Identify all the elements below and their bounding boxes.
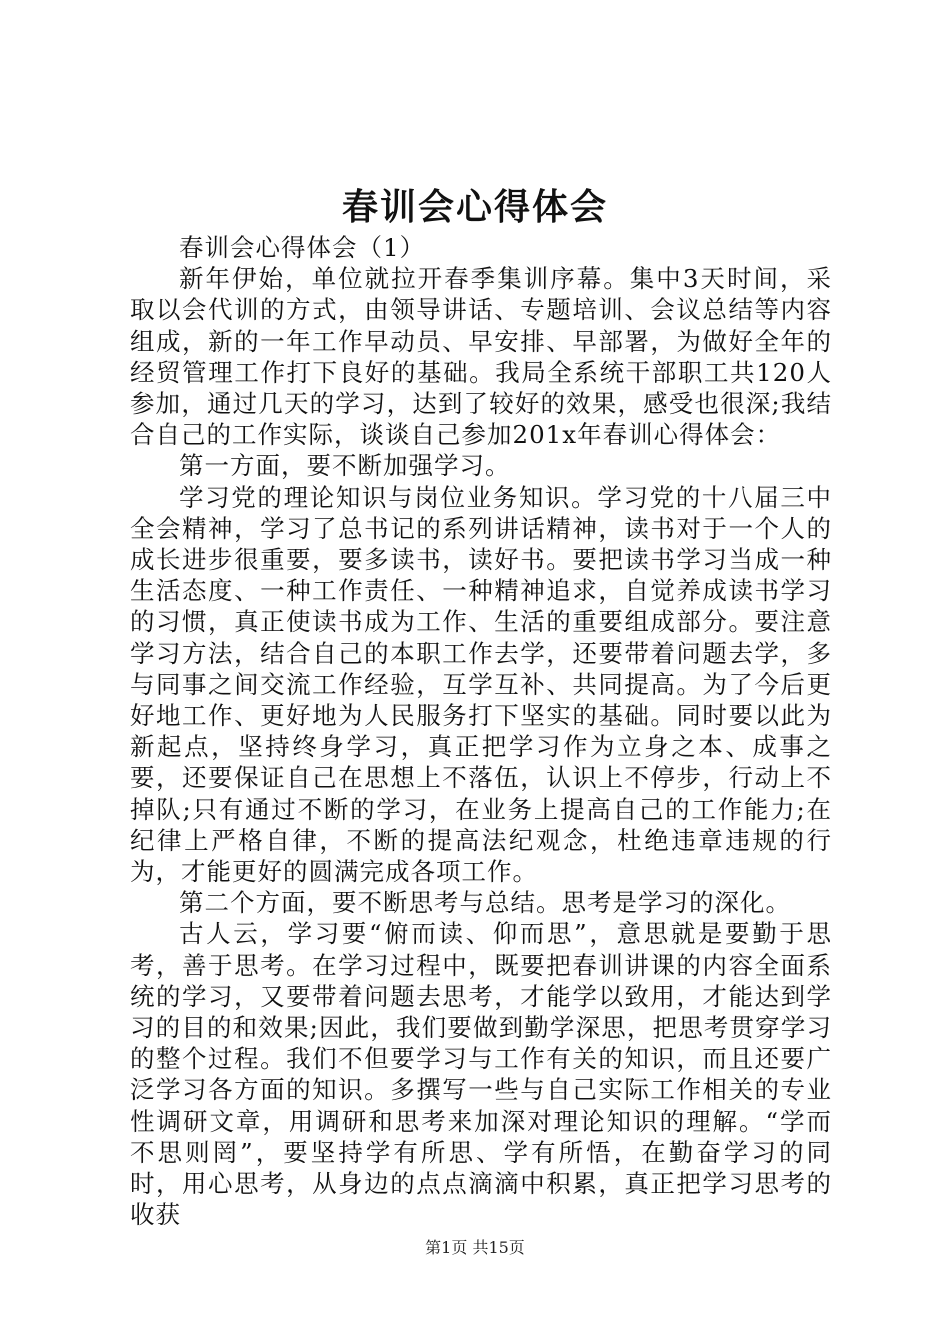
- document-body: [130, 232, 832, 1231]
- paragraph-heading: 第一方面，要不断加强学习。: [179, 451, 511, 481]
- paragraph: 学习党的理论知识与岗位业务知识。学习党的十八届三中全会精神，学习了总书记的系列讲话精神，读书对于一个人的成长进步很重要，要多读书，读好书。要把读书学习当成一种生活态度、一种工作责任、一种精神追求，自觉养成读书学习的习惯，真正使读书成为工作、生活的重要组成部分。要注意学习方法，结合自己的本职工作去学，还要带着问题去学，多与同事之间交流工作经验，互学互补、共同提高。为了今后更好地工作、更好地为人民服务打下坚实的基础。同时要以此为新起点，坚持终身学习，真正把学习作为立身之本、成事之要，还要保证自己在思想上不落伍，认识上不停步，行动上不掉队;只有通过不断的学习，在业务上提高自己的工作能力;在纪律上严格自律，不断的提高法纪观念，杜绝违章违规的行为，才能更好的圆满完成各项工作。: [130, 482, 832, 887]
- paragraph: 古人云，学习要“俯而读、仰而思”，意思就是要勤于思考，善于思考。在学习过程中，既要把春训讲课的内容全面系统的学习，又要带着问题去思考，才能学以致用，才能达到学习的目的和效果;因此，我们要做到勤学深思，把思考贯穿学习的整个过程。我们不但要学习与工作有关的知识，而且还要广泛学习各方面的知识。多撰写一些与自己实际工作相关的专业性调研文章，用调研和思考来加深对理论知识的理解。“学而不思则罔”，要坚持学有所思、学有所悟，在勤奋学习的同时，用心思考，从身边的点点滴滴中积累，真正把学习思考的收获: [130, 919, 832, 1230]
- paragraph: 新年伊始，单位就拉开春季集训序幕。集中3天时间，采取以会代训的方式，由领导讲话、专题培训、会议总结等内容组成，新的一年工作早动员、早安排、早部署，为做好全年的经贸管理工作打下良好的基础。我局全系统干部职工共120人参加，通过几天的学习，达到了较好的效果，感受也很深;我结合自己的工作实际，谈谈自己参加201x年春训心得体会：: [130, 264, 832, 450]
- paragraph-subtitle: 春训会心得体会（1）: [179, 233, 426, 262]
- page-number-footer: 第1页 共15页: [425, 1238, 525, 1257]
- document-title: 春训会心得体会: [341, 187, 608, 228]
- paragraph-heading: 第二个方面，要不断思考与总结。思考是学习的深化。: [179, 888, 791, 918]
